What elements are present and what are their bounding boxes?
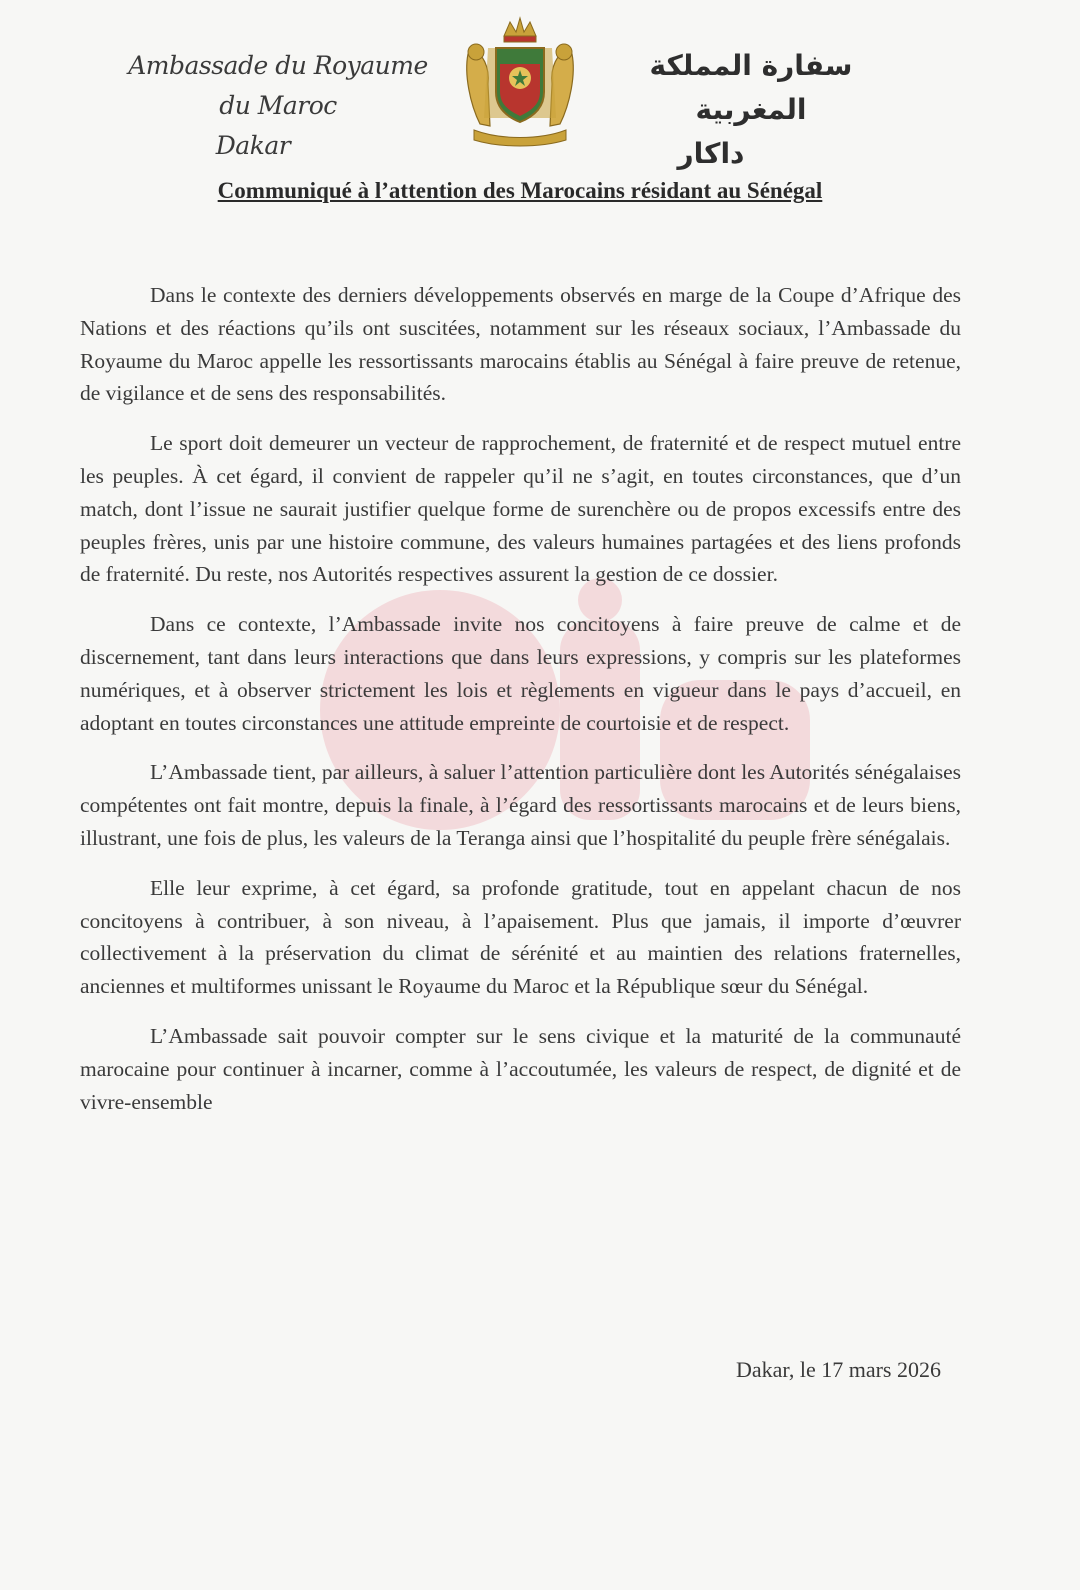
- place-and-date: Dakar, le 17 mars 2026: [735, 1357, 941, 1382]
- paragraph-6: L’Ambassade sait pouvoir compter sur le sens civique et la maturité de la communauté marocaine pour continuer à incarner, comme à l’accoutumée, les valeurs de respect, de dignité et de vivre-ensemble: [80, 1023, 961, 1114]
- paragraph-3: Dans ce contexte, l’Ambassade invite nos concitoyens à faire preuve de calme et de discernement, tant dans leurs interactions que dans leurs expressions, y compris sur les plateformes numériques, et à observer strictement les lois et règlements en vigueur dans le pays d’accueil, en adoptant en toutes circonstances une attitude empreinte de courtoisie et de respect.: [80, 612, 961, 735]
- paragraph-5: Elle leur exprime, à cet égard, sa profonde gratitude, tout en appelant chacun de nos concitoyens à contribuer, à son niveau, à l’apaisement. Plus que jamais, il importe d’œuvrer collectivement à la préservation du climat de sérénité et au maintien des relations fraternelles, anciennes et multiformes unissant le Royaume du Maroc et la République sœur du Sénégal.: [80, 875, 961, 999]
- communique-body: [80, 279, 961, 1135]
- embassy-city-ar: داكار: [677, 137, 745, 170]
- embassy-city-fr: Dakar: [215, 131, 291, 160]
- paragraph-4: L’Ambassade tient, par ailleurs, à saluer l’attention particulière dont les Autorités sénégalaises compétentes ont fait montre, depuis la finale, à l’égard des ressortissants marocains et de leurs biens, illustrant, une fois de plus, les valeurs de la Teranga ainsi que l’hospitalité du peuple frère sénégalais.: [80, 760, 961, 850]
- embassy-name-french: [118, 46, 438, 166]
- paragraph-1: Dans le contexte des derniers développements observés en marge de la Coupe d’Afrique des Nations et des réactions qu’ils ont suscitées, notamment sur les réseaux sociaux, l’Ambassade du Royaume du Maroc appelle les ressortissants marocains établis au Sénégal à faire preuve de retenue, de vigilance et de sens des responsabilités.: [80, 283, 961, 406]
- embassy-name-arabic: [596, 44, 906, 176]
- paragraph-2: Le sport doit demeurer un vecteur de rapprochement, de fraternité et de respect mutuel entre les peuples. À cet égard, il convient de rappeler qu’il ne s’agit, en toutes circonstances, que d’un match, dont l’issue ne saurait justifier quelque forme de surenchère ou de propos excessifs entre des peuples frères, unis par une histoire commune, des valeurs humaines partagées et des liens profonds de fraternité. Du reste, nos Autorités respectives assurent la gestion de ce dossier.: [80, 431, 961, 587]
- coat-of-arms-icon: [460, 14, 580, 150]
- embassy-name-fr-line1: Ambassade du Royaume du Maroc: [128, 51, 428, 120]
- embassy-name-ar-line1: سفارة المملكة المغربية: [649, 49, 853, 126]
- communique-title: Communiqué à l’attention des Marocains résidant au Sénégal: [217, 178, 823, 203]
